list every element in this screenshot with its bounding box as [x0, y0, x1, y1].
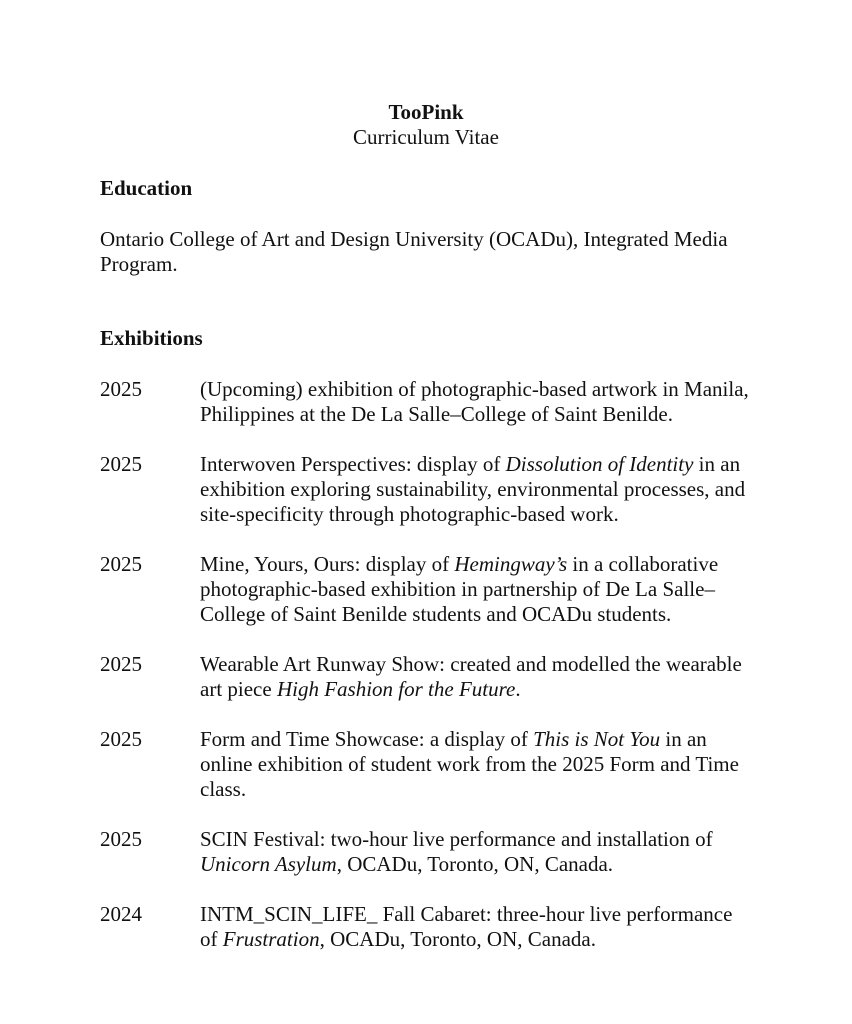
exhibition-text: Form and Time Showcase: a display of — [200, 727, 534, 751]
education-heading: Education — [100, 176, 193, 200]
exhibition-year: 2025 — [100, 552, 142, 576]
exhibition-description — [200, 652, 755, 702]
exhibition-entry — [100, 552, 760, 627]
exhibition-year: 2025 — [100, 827, 142, 851]
exhibitions-heading: Exhibitions — [100, 326, 203, 350]
exhibition-text: in an online exhibition of student work from the 2025 Form and Time class. — [200, 727, 739, 801]
exhibition-description — [200, 727, 755, 802]
exhibition-year: 2025 — [100, 652, 142, 676]
exhibition-work-title: This is Not You — [533, 727, 661, 751]
document-title: TooPink — [388, 100, 464, 124]
exhibition-work-title: Frustration — [222, 927, 320, 951]
exhibitions-list — [100, 377, 760, 977]
exhibition-description — [200, 377, 755, 427]
exhibition-entry — [100, 827, 760, 877]
exhibition-year: 2025 — [100, 452, 142, 476]
exhibition-text: in an exhibition exploring sustainability, environmental processes, and site-specificity through photographic-based work. — [200, 452, 746, 526]
exhibition-text: in a collaborative photographic-based exhibition in partnership of De La Salle–College of Saint Benilde students and OCADu students. — [200, 552, 719, 626]
exhibition-work-title: High Fashion for the Future — [276, 677, 516, 701]
exhibition-entry — [100, 652, 760, 702]
education-entry: Ontario College of Art and Design University (OCADu), Integrated Media Program. — [100, 227, 728, 276]
exhibition-entry — [100, 452, 760, 527]
exhibition-entry — [100, 377, 760, 427]
exhibition-text: (Upcoming) exhibition of photographic-based artwork in Manila, Philippines at the De La Salle–College of Saint Benilde. — [200, 377, 749, 426]
exhibition-work-title: Unicorn Asylum — [200, 852, 337, 876]
exhibition-description — [200, 827, 755, 877]
document-subtitle: Curriculum Vitae — [353, 125, 499, 149]
exhibition-text: Wearable Art Runway Show: created and modelled the wearable art piece — [200, 652, 742, 701]
exhibition-description — [200, 902, 755, 952]
exhibition-work-title: Dissolution of Identity — [505, 452, 694, 476]
exhibition-entry — [100, 902, 760, 952]
exhibition-text: , OCADu, Toronto, ON, Canada. — [319, 927, 596, 951]
exhibition-year: 2025 — [100, 377, 142, 401]
exhibition-work-title: Hemingway’s — [454, 552, 568, 576]
exhibition-year: 2024 — [100, 902, 142, 926]
exhibition-description — [200, 552, 755, 627]
exhibition-description — [200, 452, 755, 527]
exhibition-text: . — [515, 677, 521, 701]
exhibition-text: , OCADu, Toronto, ON, Canada. — [336, 852, 614, 876]
exhibition-text: INTM_SCIN_LIFE_ Fall Cabaret: three-hour live performance of — [200, 902, 733, 951]
exhibition-year: 2025 — [100, 727, 142, 751]
document-header — [0, 100, 852, 150]
exhibition-text: Interwoven Perspectives: display of — [200, 452, 506, 476]
exhibition-text: SCIN Festival: two-hour live performance and installation of — [200, 827, 713, 851]
exhibition-entry — [100, 727, 760, 802]
exhibition-text: Mine, Yours, Ours: display of — [200, 552, 455, 576]
